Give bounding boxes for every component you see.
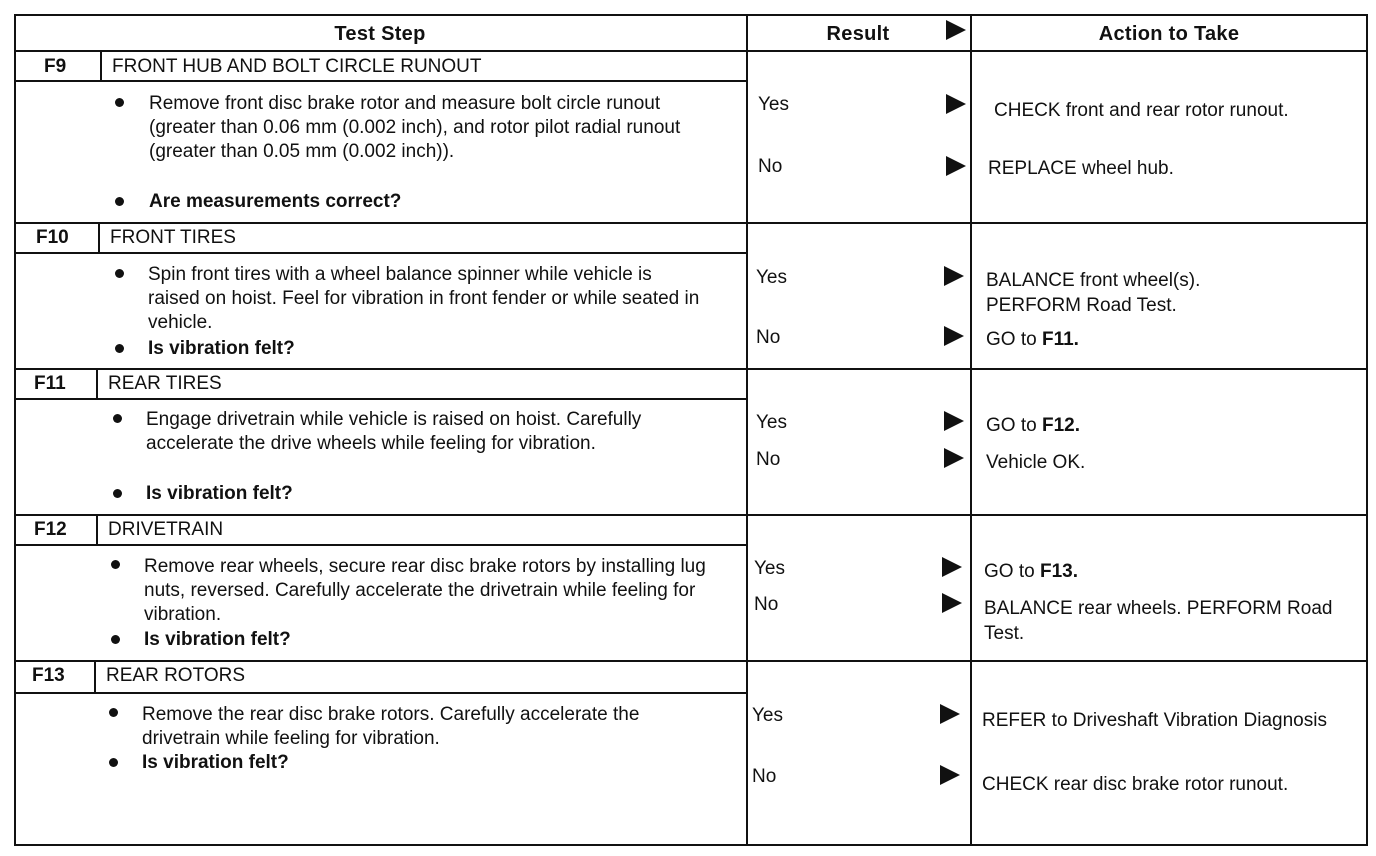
id-divider [96,514,98,546]
step-question: Is vibration felt? [142,752,289,773]
step-id: F11 [34,373,66,394]
step-title: DRIVETRAIN [108,519,224,540]
title-divider [14,252,746,254]
bullet-icon [115,197,124,206]
step-reference: F13. [1039,561,1078,582]
id-divider [100,50,102,82]
action-no: REPLACE wheel hub. [988,158,1174,179]
step-instruction: Remove rear wheels, secure rear disc brake rotors by installing lug nuts, reversed. Carefully accelerate the drivetrain while feeling for vibration. [144,556,706,625]
step-id: F10 [36,227,69,248]
title-divider [14,544,746,546]
bullet-icon [109,708,118,717]
bullet-icon [113,489,122,498]
table-bottom-border [14,844,1368,846]
action-no [986,327,1356,352]
arrow-icon [944,326,964,346]
row-divider [14,368,1368,370]
result-column-divider [746,14,748,846]
arrow-icon [940,704,960,724]
header-divider [14,50,1368,52]
step-instruction: Remove front disc brake rotor and measure bolt circle runout (greater than 0.06 mm (0.002 inch), and rotor pilot radial runout (greater than 0.05 mm (0.002 inch)). [149,93,681,162]
action-yes [986,413,1356,438]
step-reference: F12. [1041,415,1080,436]
title-divider [14,692,746,694]
result-no: No [756,449,781,470]
bullet-icon [115,98,124,107]
action-no: Vehicle OK. [986,452,1086,473]
step-title: FRONT TIRES [110,227,236,248]
row-divider [14,660,1368,662]
result-no: No [752,766,777,787]
arrow-icon [940,765,960,785]
arrow-icon [942,557,962,577]
step-title: FRONT HUB AND BOLT CIRCLE RUNOUT [112,56,482,77]
arrow-icon [946,94,966,114]
result-yes: Yes [756,267,787,288]
table-left-border [14,14,16,846]
step-title: REAR ROTORS [106,665,246,686]
result-no: No [756,327,781,348]
result-yes: Yes [756,412,787,433]
diagnostic-table [14,14,1368,846]
action-text: GO to [986,415,1042,436]
step-question: Are measurements correct? [149,191,402,212]
step-instruction: Spin front tires with a wheel balance spinner while vehicle is raised on hoist. Feel for vibration in front fender or while seated in vehicle. [148,264,700,333]
action-no: CHECK rear disc brake rotor runout. [982,774,1289,795]
step-id: F9 [44,56,67,77]
arrow-icon [944,266,964,286]
arrow-icon [942,593,962,613]
action-yes: REFER to Driveshaft Vibration Diagnosis [982,710,1327,731]
result-no: No [758,156,783,177]
action-text: GO to [984,561,1040,582]
step-id: F12 [34,519,67,540]
header-arrow-icon [946,20,966,40]
action-column-divider [970,14,972,846]
action-yes: CHECK front and rear rotor runout. [994,100,1289,121]
id-divider [96,368,98,400]
bullet-icon [113,414,122,423]
result-no: No [754,594,779,615]
bullet-icon [115,344,124,353]
arrow-icon [944,411,964,431]
table-right-border [1366,14,1368,846]
step-question: Is vibration felt? [144,629,291,650]
result-yes: Yes [752,705,783,726]
step-question: Is vibration felt? [146,483,293,504]
result-yes: Yes [758,94,789,115]
row-divider [14,222,1368,224]
header-test-step: Test Step [334,22,426,45]
header-result: Result [826,22,890,45]
header-action: Action to Take [1098,22,1240,45]
step-question: Is vibration felt? [148,338,295,359]
step-instruction: Engage drivetrain while vehicle is raised on hoist. Carefully accelerate the drive wheels while feeling for vibration. [146,409,642,454]
action-text: GO to [986,329,1042,350]
step-instruction: Remove the rear disc brake rotors. Carefully accelerate the drivetrain while feeling for vibration. [142,704,640,749]
id-divider [94,660,96,694]
action-no: BALANCE rear wheels. PERFORM Road Test. [984,598,1333,644]
arrow-icon [944,448,964,468]
step-title: REAR TIRES [108,373,222,394]
arrow-icon [946,156,966,176]
step-reference: F11. [1041,329,1079,350]
title-divider [14,398,746,400]
title-divider [14,80,746,82]
bullet-icon [111,635,120,644]
bullet-icon [109,758,118,767]
step-id: F13 [32,665,65,686]
bullet-icon [111,560,120,569]
row-divider [14,514,1368,516]
action-yes: BALANCE front wheel(s). PERFORM Road Test. [986,270,1201,316]
id-divider [98,222,100,254]
result-yes: Yes [754,558,785,579]
action-yes [984,559,1354,584]
bullet-icon [115,269,124,278]
